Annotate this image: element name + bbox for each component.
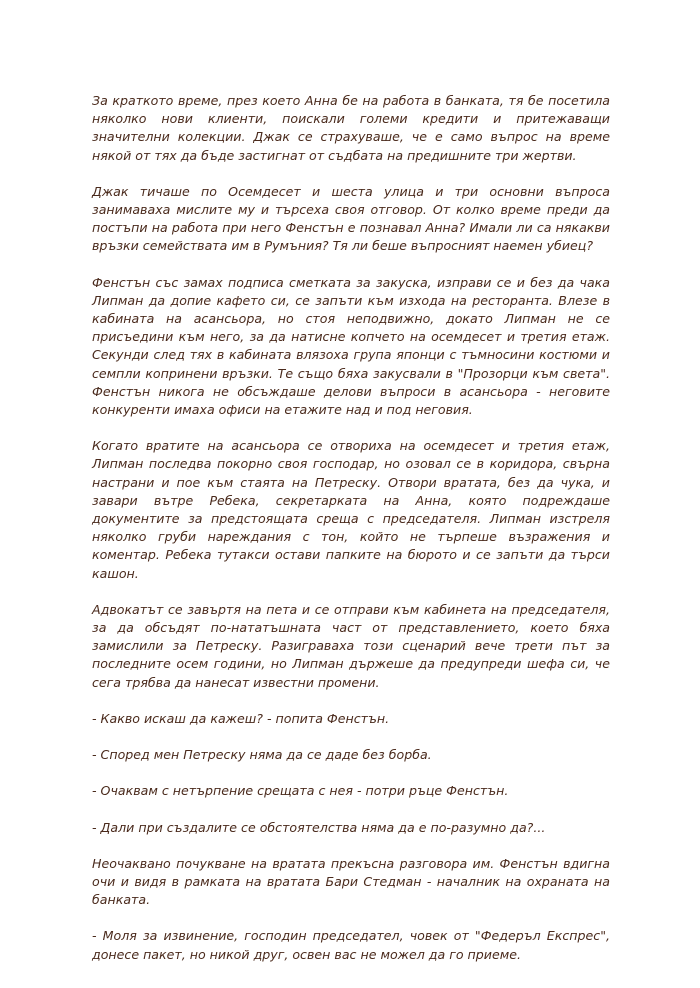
paragraph-3: Фенстън със замах подписа сметката за закуска, изправи се и без да чака Липман да допие кафето си, се запъти към изхода на ресторанта. Влезе в кабината на асансьора, но стоя неподвижно, докато Липман не се присъедини към него, за да натисне копчето на осемдесет и третия етаж. Секунди след тях в кабината влязоха група японци с тъмносини костюми и семпли копринени връзки. Те също бяха закусвали в "Прозорци към света". Фенстън никога не обсъждаше делови въпроси в асансьора - неговите конкуренти имаха офиси на етажите над и под неговия.	[92, 274, 610, 418]
document-body	[92, 92, 610, 982]
dialog-line-3: - Очаквам с нетърпение срещата с нея - потри ръце Фенстън.	[92, 783, 509, 799]
dialog-line-1: - Какво искаш да кажеш? - попита Фенстън.	[92, 710, 390, 726]
paragraph-1: За краткото време, през което Анна бе на работа в банката, тя бе посетила няколко нови клиенти, поискали големи кредити и притежаващи значителни колекции. Джак се страхуваше, че е само въпрос на време някой от тях да бъде застигнат от съдбата на предишните три жертви.	[92, 93, 610, 163]
dialog-line-4: - Дали при създалите се обстоятелства няма да е по-разумно да?...	[92, 819, 546, 835]
paragraph-4: Когато вратите на асансьора се отвориха на осемдесет и третия етаж, Липман последва покорно своя господар, но озовал се в коридора, свърна настрани и пое към стаята на Петреску. Отвори вратата, без да чука, и завари вътре Ребека, секретарката на Анна, която подреждаше документите за предстоящата среща с председателя. Липман изстреля няколко груби нареждания с тон, който не търпеше възражения и коментар. Ребека тутакси остави папките на бюрото и се запъти да търси кашон.	[92, 438, 610, 581]
paragraph-5: Адвокатът се завъртя на пета и се отправи към кабинета на председателя, за да обсъдят по-нататъшната част от представлението, което бяха замислили за Петреску. Разиграваха този сценарий вече трети път за последните осем години, но Липман държеше да предупреди шефа си, че сега трябва да нанесат известни промени.	[92, 601, 610, 690]
paragraph-6: Неочаквано почукване на вратата прекъсна разговора им. Фенстън вдигна очи и видя в рамката на вратата Бари Стедман - началник на охраната на банката.	[92, 855, 610, 908]
paragraph-2: Джак тичаше по Осемдесет и шеста улица и три основни въпроса занимаваха мислите му и търсеха своя отговор. От колко време преди да постъпи на работа при него Фенстън е познавал Анна? Имали ли са някакви връзки семействата им в Румъния? Тя ли беше въпросният наемен убиец?	[92, 183, 610, 254]
paragraph-7: - Моля за извинение, господин председател, човек от "Федеръл Експрес", донесе пакет, но никой друг, освен вас не можел да го приеме.	[92, 928, 610, 962]
dialog-line-2: - Според мен Петреску няма да се даде без борба.	[92, 747, 432, 763]
